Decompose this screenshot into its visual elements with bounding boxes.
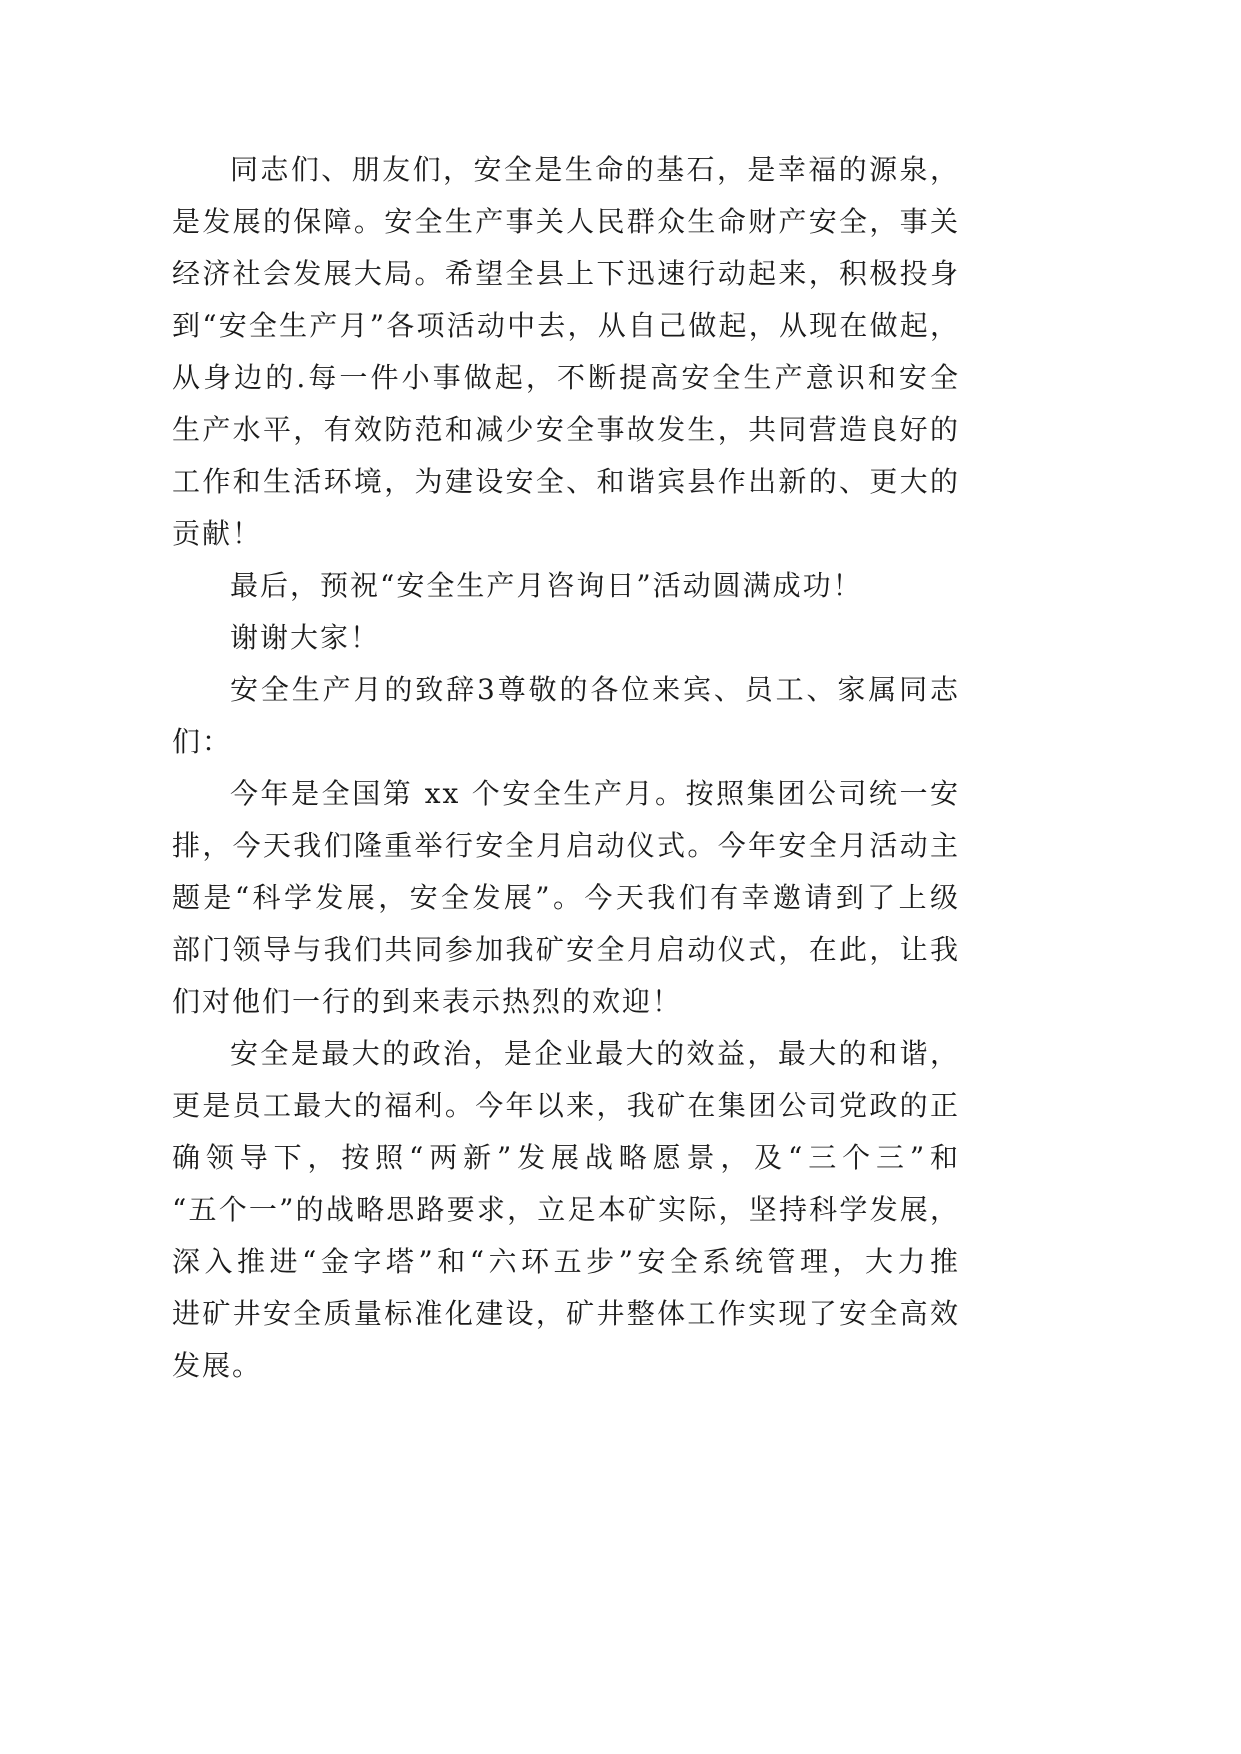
text-line: 更是员工最大的福利。今年以来，我矿在集团公司党政的正 <box>172 1089 960 1122</box>
text-line: 最后，预祝“安全生产月咨询日”活动圆满成功！ <box>230 569 863 602</box>
paragraph-thanks <box>172 612 960 664</box>
paragraph-safety-appeal <box>172 144 960 560</box>
text-line: 题是“科学发展，安全发展”。今天我们有幸邀请到了上级 <box>172 881 960 914</box>
text-line: 确领导下，按照“两新”发展战略愿景，及“三个三”和 <box>172 1141 960 1174</box>
text-line: 谢谢大家！ <box>230 621 381 654</box>
text-line: 生产水平，有效防范和减少安全事故发生，共同营造良好的 <box>172 413 960 446</box>
text-line: 是发展的保障。安全生产事关人民群众生命财产安全，事关 <box>172 205 960 238</box>
text-line: 进矿井安全质量标准化建设，矿井整体工作实现了安全高效 <box>172 1297 960 1330</box>
text-line: 同志们、朋友们，安全是生命的基石，是幸福的源泉， <box>230 153 960 186</box>
text-line: 从身边的.每一件小事做起，不断提高安全生产意识和安全 <box>172 361 960 394</box>
text-line: 发展。 <box>172 1349 263 1382</box>
paragraph-speech-heading <box>172 664 960 768</box>
text-line: 排，今天我们隆重举行安全月启动仪式。今年安全月活动主 <box>172 829 960 862</box>
text-line: 今年是全国第 xx 个安全生产月。按照集团公司统一安 <box>230 777 960 810</box>
text-line: 部门领导与我们共同参加我矿安全月启动仪式，在此，让我 <box>172 933 960 966</box>
text-line: 到“安全生产月”各项活动中去，从自己做起，从现在做起， <box>172 309 960 342</box>
document-body <box>172 144 960 1392</box>
text-line: 深入推进“金字塔”和“六环五步”安全系统管理，大力推 <box>172 1245 960 1278</box>
text-line: 工作和生活环境，为建设安全、和谐宾县作出新的、更大的 <box>172 465 960 498</box>
paragraph-safety-politics <box>172 1028 960 1392</box>
text-line: 经济社会发展大局。希望全县上下迅速行动起来，积极投身 <box>172 257 960 290</box>
text-line: 们： <box>172 725 233 758</box>
paragraph-opening <box>172 768 960 1028</box>
text-line: 安全是最大的政治，是企业最大的效益，最大的和谐， <box>230 1037 960 1070</box>
paragraph-wishes <box>172 560 960 612</box>
text-line: 安全生产月的致辞3尊敬的各位来宾、员工、家属同志 <box>230 673 960 706</box>
text-line: “五个一”的战略思路要求，立足本矿实际，坚持科学发展， <box>172 1193 960 1226</box>
text-line: 贡献！ <box>172 517 263 550</box>
text-line: 们对他们一行的到来表示热烈的欢迎！ <box>172 985 683 1018</box>
